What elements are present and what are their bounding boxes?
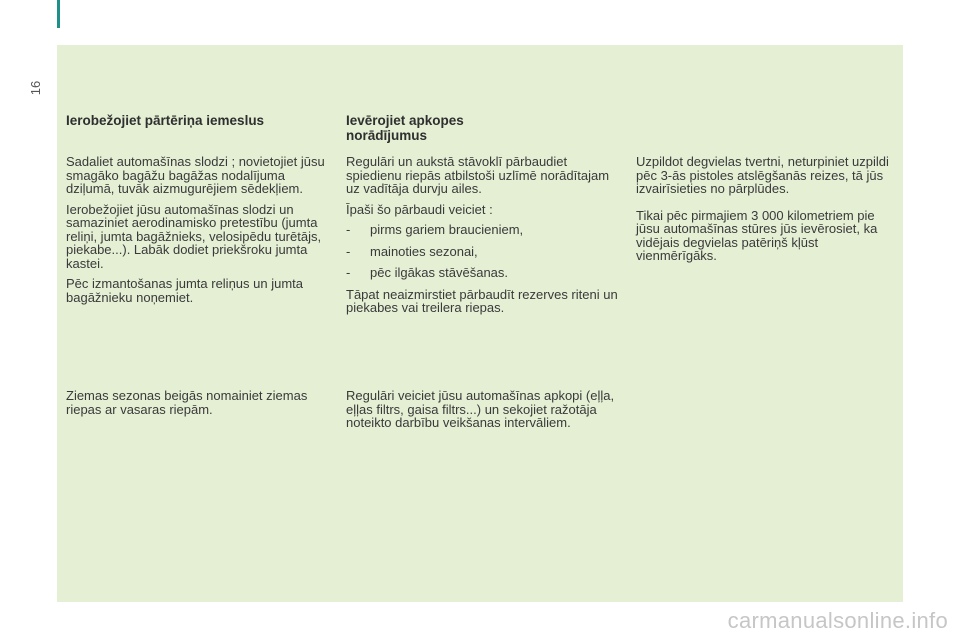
- column-3-body: [636, 155, 901, 270]
- dash-mark: -: [346, 265, 351, 280]
- list-item-text: pēc ilgākas stāvēšanas.: [370, 265, 509, 280]
- dash-mark: -: [346, 222, 351, 237]
- list-item: [346, 245, 626, 259]
- check-list: [346, 223, 626, 280]
- paragraph: Īpaši šo pārbaudi veiciet :: [346, 201, 493, 217]
- column-1: [66, 113, 331, 128]
- list-item-text: pirms gariem braucieniem,: [370, 222, 524, 237]
- list-item: [346, 266, 626, 280]
- page-number: 16: [28, 80, 43, 96]
- list-item-text: mainoties sezonai,: [370, 243, 478, 259]
- column-1-body: [66, 155, 331, 311]
- paragraph: Pēc izmantošanas jumta reliņus un jumta bagāžnieku noņemiet.: [66, 276, 304, 305]
- paragraph: Tikai pēc pirmajiem 3 000 kilometriem pie jūsu automašīnas stūres jūs ievērosiet, ka vidējais degvielas patēriņš kļūst vienmērīgāks.: [636, 207, 878, 263]
- column-2-bottom: [346, 389, 626, 437]
- dash-mark: -: [346, 243, 351, 259]
- column-2-body: [346, 155, 626, 322]
- list-item: [346, 223, 626, 237]
- column-1-bottom: [66, 389, 331, 423]
- watermark: carmanualsonline.info: [727, 608, 948, 633]
- heading-maintenance: Ievērojiet apkopes norādījumus: [346, 113, 464, 143]
- paragraph: Uzpildot degvielas tvertni, neturpiniet uzpildi pēc 3-ās pistoles atslēgšanās reizes, tā jūs izvairīsieties no pārplūdes.: [636, 154, 889, 196]
- paragraph: Ierobežojiet jūsu automašīnas slodzi un samaziniet aerodinamisko pretestību (jumta reliņi, jumta bagāžnieks, velosipēdu turētājs, piekabe...). Labāk dodiet priekšroku jumta kastei.: [66, 201, 322, 271]
- column-2: [346, 113, 536, 143]
- paragraph: Tāpat neaizmirstiet pārbaudīt rezerves riteni un piekabes vai treilera riepas.: [346, 286, 618, 315]
- paragraph: Sadaliet automašīnas slodzi ; novietojiet jūsu smagāko bagāžu bagāžas nodalījuma dziļumā, tuvāk aizmugurējiem sēdekļiem.: [66, 154, 325, 196]
- paragraph: Regulāri veiciet jūsu automašīnas apkopi (eļļa, eļļas filtrs, gaisa filtrs...) un sekojiet ražotāja noteikto darbību veikšanas intervāliem.: [346, 388, 615, 430]
- paragraph: Ziemas sezonas beigās nomainiet ziemas riepas ar vasaras riepām.: [66, 388, 308, 417]
- heading-reduce-consumption: Ierobežojiet pārtēriņa iemeslus: [66, 113, 265, 128]
- accent-bar: [57, 0, 60, 28]
- paragraph: Regulāri un aukstā stāvoklī pārbaudiet spiedienu riepās atbilstoši uzlīmē norādītajam uz vadītāja durvju ailes.: [346, 154, 610, 196]
